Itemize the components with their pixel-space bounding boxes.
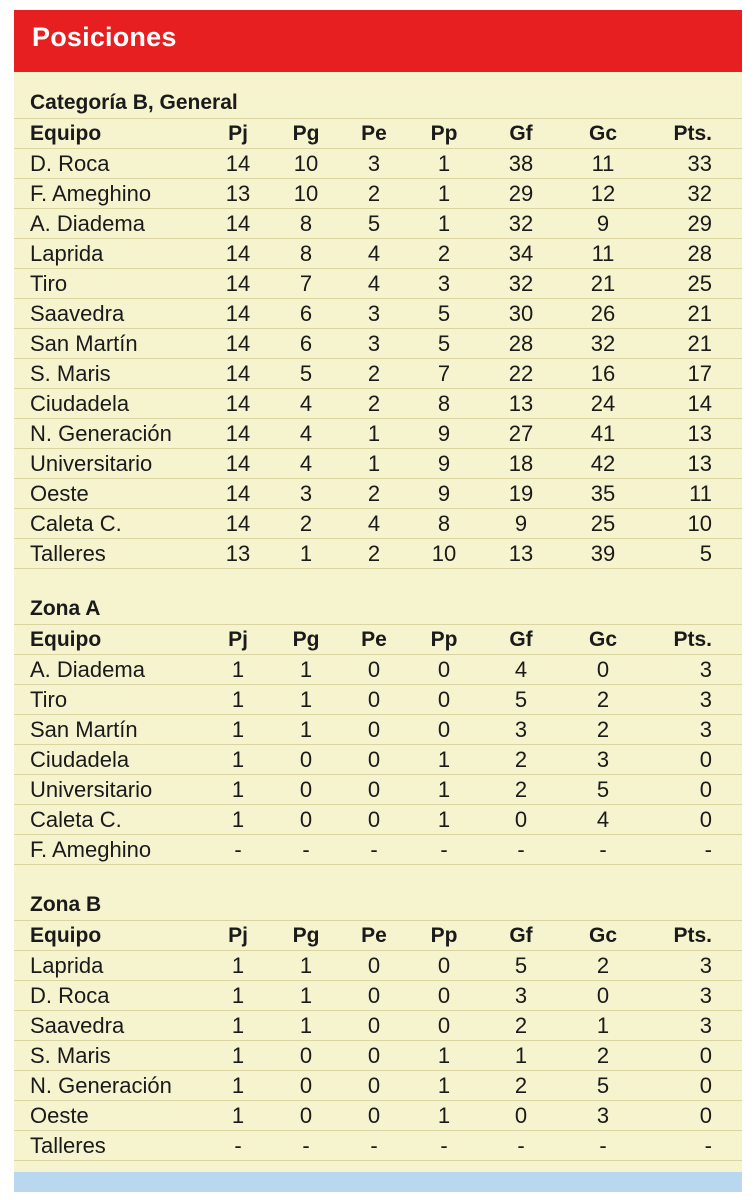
stat-cell: 1 [437, 181, 451, 206]
stat-cell: 21 [687, 331, 712, 356]
team-name-cell: F. Ameghino [30, 181, 152, 206]
stat-cell: 32 [590, 331, 616, 356]
stat-cell: 0 [437, 953, 451, 978]
stat-cell: 2 [514, 777, 528, 802]
stat-cell: 2 [596, 1043, 610, 1068]
stat-cell: 4 [367, 511, 381, 536]
stat-cell: 17 [687, 361, 712, 386]
stat-cell: 0 [437, 657, 451, 682]
stat-cell: 14 [225, 151, 251, 176]
stat-cell: - [234, 1133, 242, 1158]
stat-cell: 10 [687, 511, 712, 536]
column-header: Pg [292, 628, 320, 651]
stat-cell: 3 [699, 687, 712, 712]
stat-cell: 30 [508, 301, 534, 326]
stat-cell: 13 [687, 421, 712, 446]
banner-title: Posiciones [32, 21, 177, 52]
team-name-cell: Tiro [30, 271, 68, 296]
column-header: Pp [430, 924, 458, 947]
stat-cell: 18 [508, 451, 534, 476]
column-header: Pg [292, 924, 320, 947]
stat-cell: 11 [689, 481, 712, 506]
team-name-cell: San Martín [30, 717, 138, 742]
table-row [14, 179, 742, 209]
stat-cell: 0 [367, 717, 381, 742]
team-name-cell: Ciudadela [30, 747, 130, 772]
stat-cell: 1 [367, 421, 381, 446]
stat-cell: 2 [437, 241, 451, 266]
stat-cell: 33 [687, 151, 712, 176]
table-row [14, 775, 742, 805]
stat-cell: - [302, 837, 310, 862]
stat-cell: 1 [231, 657, 245, 682]
team-name-cell: D. Roca [30, 151, 110, 176]
team-name-cell: Ciudadela [30, 391, 130, 416]
stat-cell: - [370, 837, 378, 862]
stat-cell: 1 [231, 717, 245, 742]
column-header: Pj [228, 924, 248, 947]
stat-cell: 9 [514, 511, 528, 536]
stat-cell: 1 [231, 1043, 245, 1068]
team-name-cell: F. Ameghino [30, 837, 152, 862]
stat-cell: - [599, 1133, 607, 1158]
stat-cell: 9 [437, 481, 451, 506]
stat-cell: 5 [699, 541, 712, 566]
team-name-cell: Tiro [30, 687, 68, 712]
table-row [14, 299, 742, 329]
stat-cell: 3 [514, 717, 528, 742]
stat-cell: 32 [508, 211, 534, 236]
table-row [14, 449, 742, 479]
stat-cell: 2 [299, 511, 313, 536]
stat-cell: 4 [299, 421, 313, 446]
team-name-cell: Caleta C. [30, 807, 122, 832]
stat-cell: 35 [590, 481, 616, 506]
stat-cell: 1 [231, 807, 245, 832]
table-row [14, 479, 742, 509]
stat-cell: 3 [699, 717, 712, 742]
stat-cell: 14 [225, 211, 251, 236]
column-header: Pg [292, 122, 320, 145]
stat-cell: 16 [590, 361, 616, 386]
team-name-cell: Laprida [30, 953, 104, 978]
stat-cell: 9 [596, 211, 610, 236]
table-row [14, 1071, 742, 1101]
table-row [14, 951, 742, 981]
stat-cell: 7 [437, 361, 451, 386]
stat-cell: 32 [687, 181, 712, 206]
stat-cell: 29 [687, 211, 712, 236]
table-row [14, 239, 742, 269]
stat-cell: 0 [596, 657, 610, 682]
team-name-cell: Saavedra [30, 1013, 125, 1038]
stat-cell: 0 [699, 777, 712, 802]
stat-cell: 12 [590, 181, 616, 206]
stat-cell: 0 [437, 717, 451, 742]
column-header: Equipo [30, 924, 102, 947]
table-row [14, 1101, 742, 1131]
stat-cell: 13 [225, 181, 251, 206]
stat-cell: 1 [299, 687, 313, 712]
stat-cell: 3 [596, 747, 610, 772]
stat-cell: 14 [225, 451, 251, 476]
stat-cell: 1 [437, 211, 451, 236]
stat-cell: 1 [231, 1103, 245, 1128]
team-name-cell: Oeste [30, 481, 89, 506]
stat-cell: 14 [225, 511, 251, 536]
table-row [14, 269, 742, 299]
stat-cell: 2 [596, 687, 610, 712]
stat-cell: 4 [367, 271, 381, 296]
column-header: Pp [430, 628, 458, 651]
stat-cell: 4 [596, 807, 610, 832]
stat-cell: 8 [437, 511, 451, 536]
stat-cell: 1 [299, 541, 313, 566]
column-header: Gf [509, 924, 533, 947]
stat-cell: 5 [596, 1073, 610, 1098]
table-row [14, 209, 742, 239]
table-row [14, 715, 742, 745]
stat-cell: 5 [367, 211, 381, 236]
stat-cell: 0 [367, 1073, 381, 1098]
stat-cell: 19 [508, 481, 534, 506]
stat-cell: 13 [225, 541, 251, 566]
stat-cell: 1 [231, 953, 245, 978]
stat-cell: 11 [591, 241, 615, 266]
stat-cell: 0 [596, 983, 610, 1008]
table-header-row [14, 119, 742, 149]
stat-cell: 0 [299, 1073, 313, 1098]
stat-cell: 10 [431, 541, 457, 566]
stat-cell: 3 [437, 271, 451, 296]
table-row [14, 149, 742, 179]
team-name-cell: San Martín [30, 331, 138, 356]
stat-cell: 1 [299, 983, 313, 1008]
stat-cell: 0 [367, 983, 381, 1008]
standings-card [14, 10, 742, 1192]
stat-cell: 0 [299, 747, 313, 772]
stat-cell: 2 [367, 541, 381, 566]
team-name-cell: A. Diadema [30, 657, 145, 682]
stat-cell: 3 [699, 953, 712, 978]
stat-cell: 5 [437, 331, 451, 356]
stat-cell: 1 [514, 1043, 528, 1068]
stat-cell: 29 [508, 181, 534, 206]
stat-cell: 1 [596, 1013, 610, 1038]
stat-cell: 5 [437, 301, 451, 326]
table-header-row [14, 921, 742, 951]
stat-cell: 8 [299, 241, 313, 266]
table-row [14, 835, 742, 865]
stat-cell: 39 [590, 541, 616, 566]
stat-cell: 0 [367, 1043, 381, 1068]
stat-cell: 2 [514, 1073, 528, 1098]
stat-cell: 21 [590, 271, 616, 296]
table-row [14, 419, 742, 449]
stat-cell: 0 [299, 1103, 313, 1128]
stat-cell: 1 [231, 687, 245, 712]
stat-cell: 3 [367, 151, 381, 176]
section-spacer [14, 569, 742, 594]
stat-cell: 2 [514, 747, 528, 772]
column-header: Pj [228, 628, 248, 651]
stat-cell: 21 [687, 301, 712, 326]
column-header: Pts. [673, 628, 712, 651]
stat-cell: 0 [699, 1043, 712, 1068]
stat-cell: 3 [699, 1013, 712, 1038]
stat-cell: 6 [299, 331, 313, 356]
stat-cell: 1 [299, 717, 313, 742]
column-header: Equipo [30, 122, 102, 145]
stat-cell: 1 [367, 451, 381, 476]
stat-cell: - [704, 1133, 712, 1158]
stat-cell: 0 [437, 983, 451, 1008]
stat-cell: 13 [508, 541, 534, 566]
section-title: Zona A [14, 594, 742, 625]
stat-cell: 14 [225, 241, 251, 266]
stat-cell: 2 [367, 361, 381, 386]
stat-cell: 1 [437, 807, 451, 832]
table-row [14, 1131, 742, 1161]
team-name-cell: Caleta C. [30, 511, 122, 536]
stat-cell: 0 [299, 777, 313, 802]
standings-section [14, 88, 742, 569]
table-row [14, 655, 742, 685]
column-header: Gf [509, 122, 533, 145]
stat-cell: 6 [299, 301, 313, 326]
team-name-cell: Talleres [30, 1133, 106, 1158]
stat-cell: 0 [367, 1013, 381, 1038]
stat-cell: 0 [514, 807, 528, 832]
stat-cell: 3 [699, 657, 712, 682]
stat-cell: 9 [437, 421, 451, 446]
team-name-cell: S. Maris [30, 361, 111, 386]
stat-cell: 14 [225, 361, 251, 386]
stat-cell: 5 [514, 687, 528, 712]
stat-cell: 2 [367, 181, 381, 206]
stat-cell: 0 [367, 807, 381, 832]
table-row [14, 685, 742, 715]
table-row [14, 509, 742, 539]
team-name-cell: N. Generación [30, 1073, 172, 1098]
stat-cell: 1 [299, 953, 313, 978]
team-name-cell: Universitario [30, 451, 153, 476]
stat-cell: 28 [687, 241, 712, 266]
stat-cell: 0 [367, 657, 381, 682]
stat-cell: - [704, 837, 712, 862]
column-header: Pp [430, 122, 458, 145]
standings-sections [14, 88, 742, 1161]
stat-cell: 4 [299, 391, 313, 416]
team-name-cell: Oeste [30, 1103, 89, 1128]
stat-cell: 2 [596, 953, 610, 978]
stat-cell: - [517, 837, 525, 862]
team-name-cell: Talleres [30, 541, 106, 566]
stat-cell: 0 [699, 807, 712, 832]
stat-cell: - [370, 1133, 378, 1158]
stat-cell: 1 [299, 1013, 313, 1038]
team-name-cell: N. Generación [30, 421, 172, 446]
stat-cell: 2 [514, 1013, 528, 1038]
stat-cell: 3 [367, 301, 381, 326]
stat-cell: 26 [590, 301, 616, 326]
standings-section [14, 890, 742, 1161]
team-name-cell: Saavedra [30, 301, 125, 326]
stat-cell: 4 [367, 241, 381, 266]
stat-cell: 14 [225, 301, 251, 326]
stat-cell: 8 [437, 391, 451, 416]
stat-cell: 2 [596, 717, 610, 742]
column-header: Gc [588, 924, 617, 947]
stat-cell: 1 [437, 777, 451, 802]
column-header: Pe [361, 122, 387, 145]
stat-cell: - [302, 1133, 310, 1158]
stat-cell: 5 [299, 361, 313, 386]
stat-cell: 41 [590, 421, 616, 446]
stat-cell: 1 [437, 1043, 451, 1068]
stat-cell: 7 [299, 271, 313, 296]
stat-cell: 13 [687, 451, 712, 476]
team-name-cell: A. Diadema [30, 211, 145, 236]
stat-cell: 0 [514, 1103, 528, 1128]
table-row [14, 1041, 742, 1071]
stat-cell: 1 [231, 747, 245, 772]
table-row [14, 1011, 742, 1041]
stat-cell: 0 [299, 1043, 313, 1068]
table-row [14, 745, 742, 775]
bottom-bar [14, 1172, 742, 1192]
table-row [14, 981, 742, 1011]
stat-cell: 1 [437, 1073, 451, 1098]
stat-cell: 9 [437, 451, 451, 476]
stat-cell: 27 [508, 421, 534, 446]
stat-cell: 3 [299, 481, 313, 506]
stat-cell: 34 [508, 241, 534, 266]
column-header: Gf [509, 628, 533, 651]
stat-cell: 0 [699, 1103, 712, 1128]
stat-cell: 1 [231, 983, 245, 1008]
table-row [14, 805, 742, 835]
column-header: Equipo [30, 628, 102, 651]
stat-cell: 1 [437, 1103, 451, 1128]
stat-cell: 3 [699, 983, 712, 1008]
column-header: Pe [361, 628, 387, 651]
stat-cell: 0 [437, 1013, 451, 1038]
stat-cell: 25 [687, 271, 712, 296]
stat-cell: 14 [225, 331, 251, 356]
stat-cell: 14 [225, 421, 251, 446]
column-header: Pj [228, 122, 248, 145]
stat-cell: 14 [225, 391, 251, 416]
stat-cell: - [234, 837, 242, 862]
column-header: Pe [361, 924, 387, 947]
banner [14, 10, 742, 72]
stat-cell: 0 [367, 777, 381, 802]
stat-cell: 5 [514, 953, 528, 978]
stat-cell: 8 [299, 211, 313, 236]
stat-cell: 28 [508, 331, 534, 356]
stat-cell: 14 [687, 391, 712, 416]
team-name-cell: Universitario [30, 777, 153, 802]
standings-section [14, 594, 742, 865]
stat-cell: 10 [293, 181, 319, 206]
table-row [14, 389, 742, 419]
stat-cell: - [440, 1133, 448, 1158]
column-header: Gc [588, 628, 617, 651]
stat-cell: 25 [590, 511, 616, 536]
stat-cell: - [599, 837, 607, 862]
stat-cell: 0 [367, 687, 381, 712]
stat-cell: 1 [437, 151, 451, 176]
team-name-cell: Laprida [30, 241, 104, 266]
stat-cell: 3 [596, 1103, 610, 1128]
team-name-cell: D. Roca [30, 983, 110, 1008]
stat-cell: 1 [231, 777, 245, 802]
section-title: Categoría B, General [14, 88, 742, 119]
stat-cell: 2 [367, 481, 381, 506]
stat-cell: 4 [514, 657, 528, 682]
table-row [14, 359, 742, 389]
stat-cell: 13 [508, 391, 534, 416]
stat-cell: 1 [437, 747, 451, 772]
stat-cell: 0 [699, 1073, 712, 1098]
stat-cell: 42 [590, 451, 616, 476]
stat-cell: - [440, 837, 448, 862]
stat-cell: 0 [367, 747, 381, 772]
table-row [14, 539, 742, 569]
stat-cell: 11 [591, 151, 615, 176]
stat-cell: 4 [299, 451, 313, 476]
stat-cell: 1 [299, 657, 313, 682]
stat-cell: 22 [508, 361, 534, 386]
stat-cell: 0 [699, 747, 712, 772]
stat-cell: 14 [225, 481, 251, 506]
stat-cell: 0 [367, 953, 381, 978]
stat-cell: 5 [596, 777, 610, 802]
table-header-row [14, 625, 742, 655]
stat-cell: 0 [367, 1103, 381, 1128]
stat-cell: 32 [508, 271, 534, 296]
stat-cell: 1 [231, 1073, 245, 1098]
stat-cell: - [517, 1133, 525, 1158]
stat-cell: 1 [231, 1013, 245, 1038]
stat-cell: 3 [514, 983, 528, 1008]
column-header: Gc [588, 122, 617, 145]
stat-cell: 24 [590, 391, 616, 416]
stat-cell: 0 [437, 687, 451, 712]
stat-cell: 2 [367, 391, 381, 416]
section-spacer [14, 865, 742, 890]
column-header: Pts. [673, 924, 712, 947]
stat-cell: 3 [367, 331, 381, 356]
stat-cell: 14 [225, 271, 251, 296]
stat-cell: 0 [299, 807, 313, 832]
team-name-cell: S. Maris [30, 1043, 111, 1068]
column-header: Pts. [673, 122, 712, 145]
stat-cell: 10 [293, 151, 319, 176]
stat-cell: 38 [508, 151, 534, 176]
table-row [14, 329, 742, 359]
section-title: Zona B [14, 890, 742, 921]
